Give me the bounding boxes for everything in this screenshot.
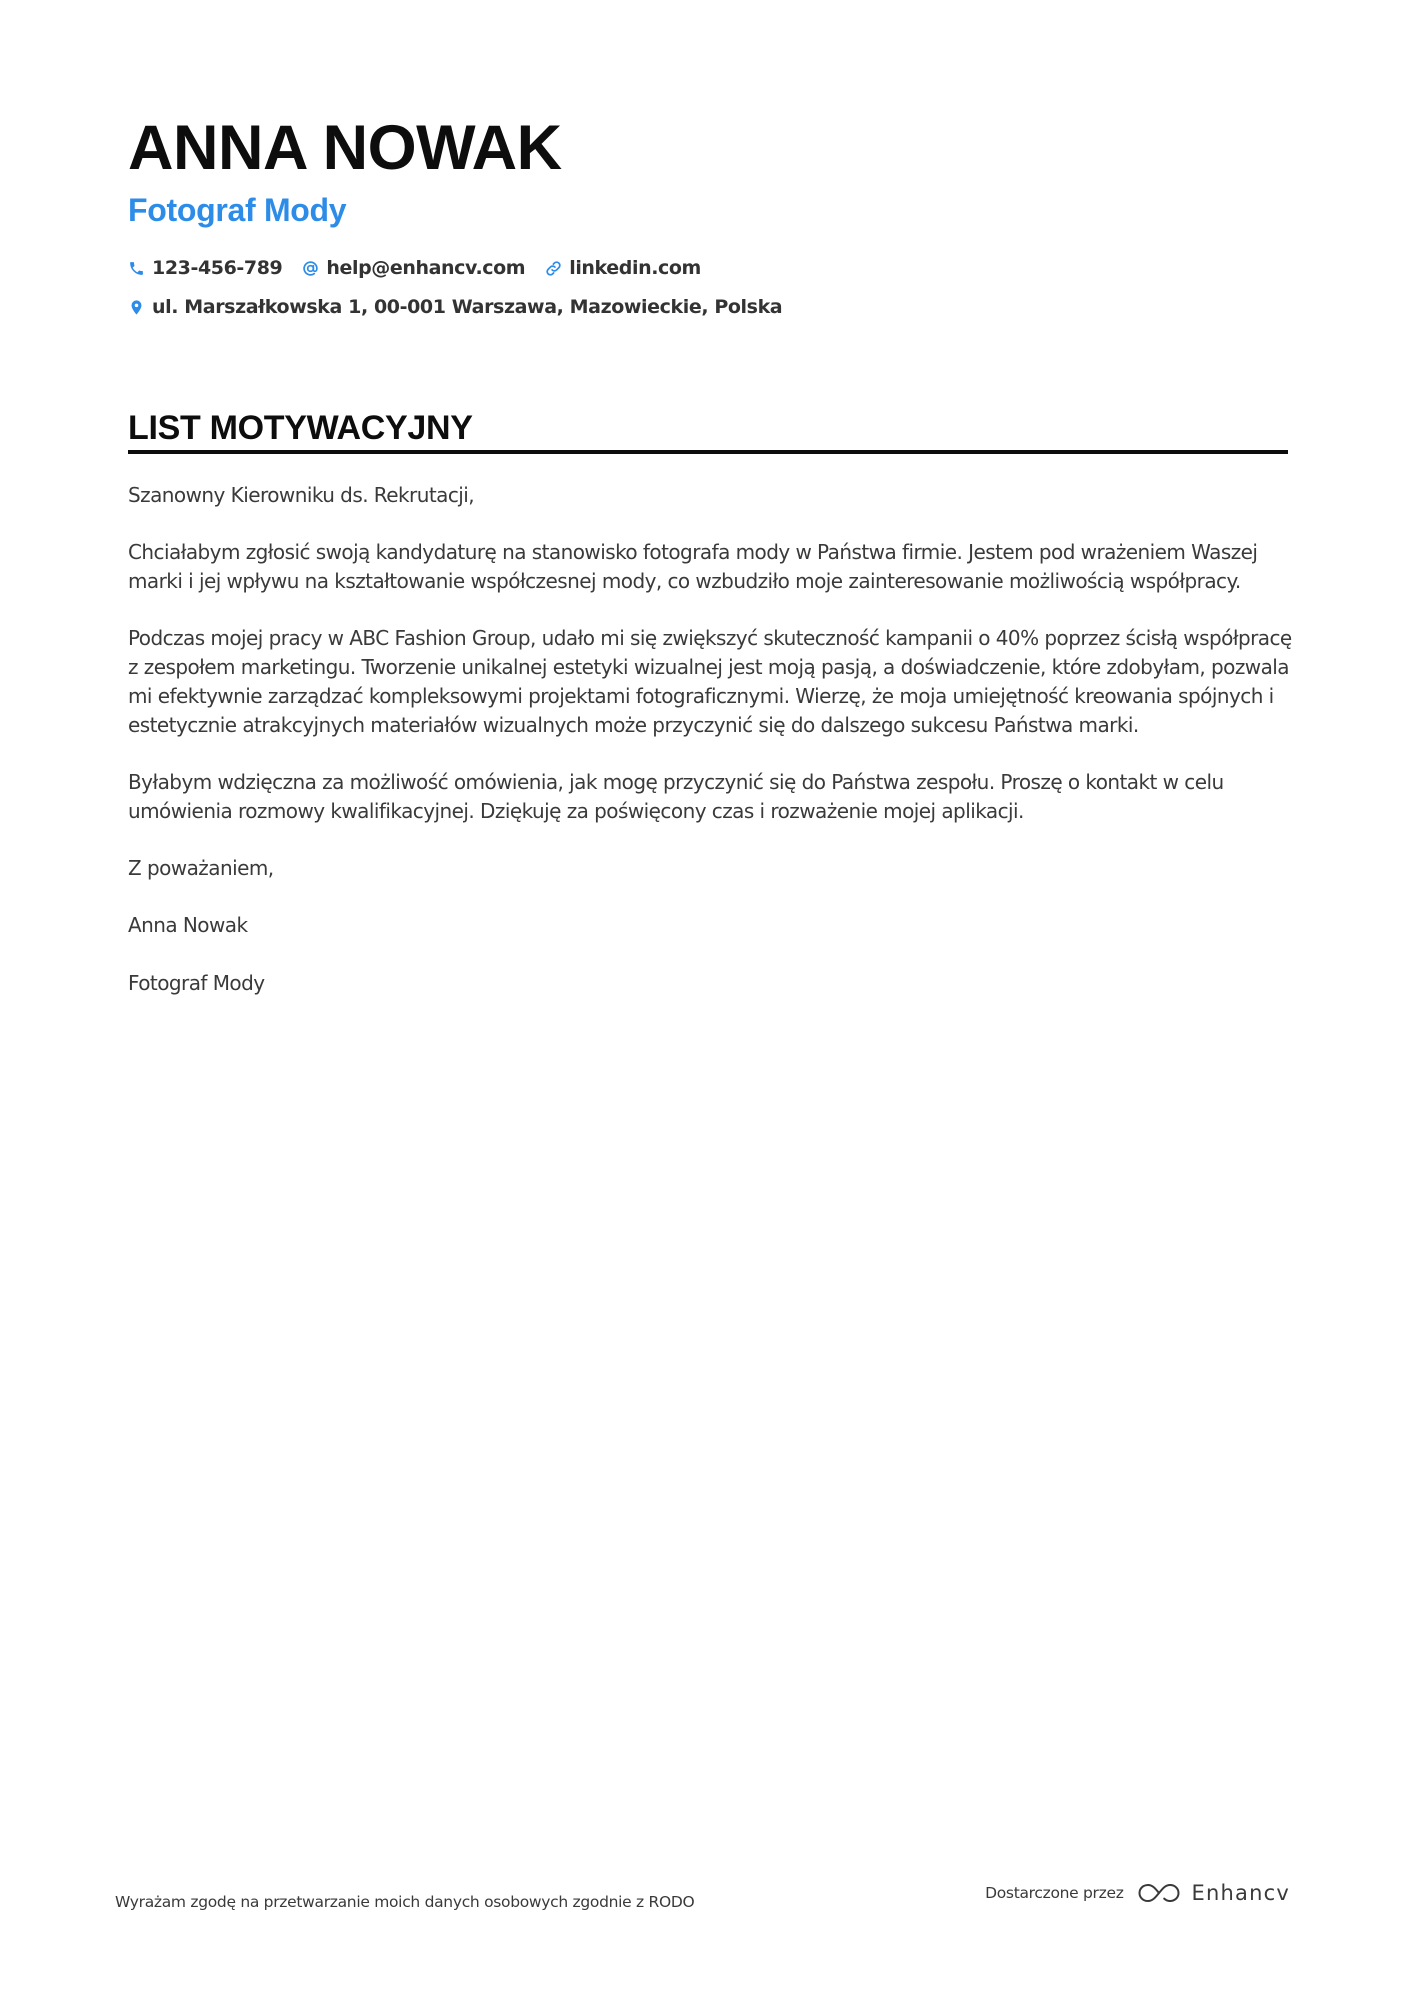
letter-closing: Z poważaniem, (128, 856, 274, 881)
at-icon (302, 260, 319, 277)
contact-row-primary (128, 254, 721, 282)
candidate-job-title: Fotograf Mody (128, 192, 347, 228)
enhancv-logo-icon (1136, 1880, 1182, 1906)
powered-by-label: Dostarczone przez (985, 1884, 1124, 1902)
phone-text: 123-456-789 (152, 257, 283, 279)
gdpr-consent: Wyrażam zgodę na przetwarzanie moich danych osobowych zgodnie z RODO (115, 1893, 695, 1911)
letter-paragraph: Chciałabym zgłosić swoją kandydaturę na stanowisko fotografa mody w Państwa firmie. Jestem pod wrażeniem Waszej marki i jej wpływu na kształtowanie współczesnej mody, co wzbudziło moje zainteresowanie możliwością współpracy. (128, 540, 1258, 594)
letter-paragraph: Podczas mojej pracy w ABC Fashion Group, udało mi się zwiększyć skuteczność kampanii o 40% poprzez ścisłą współpracę z zespołem marketingu. Tworzenie unikalnej estetyki wizualnej jest moją pasją, a doświadczenie, które zdobyłam, pozwala mi efektywnie zarządzać kompleksowymi projektami fotograficznymi. Wierzę, że moja umiejętność kreowania spójnych i estetycznie atrakcyjnych materiałów wizualnych może przyczynić się do dalszego sukcesu Państwa marki. (128, 626, 1292, 737)
powered-by (985, 1880, 1290, 1906)
link-text: linkedin.com (569, 257, 701, 279)
signature-title: Fotograf Mody (128, 970, 265, 995)
letter-paragraph: Byłabym wdzięczna za możliwość omówienia, jak mogę przyczynić się do Państwa zespołu. Proszę o kontakt w celu umówienia rozmowy kwalifikacyjnej. Dziękuję za poświęcony czas i rozważenie mojej aplikacji. (128, 769, 1224, 823)
letter-salutation: Szanowny Kierowniku ds. Rekrutacji, (128, 483, 475, 507)
link-icon (545, 260, 562, 277)
contact-row-address (128, 293, 802, 321)
address-text: ul. Marszałkowska 1, 00-001 Warszawa, Mazowieckie, Polska (152, 296, 783, 318)
email-text: help@enhancv.com (326, 257, 526, 279)
contact-link[interactable] (545, 257, 701, 279)
section-heading: LIST MOTYWACYJNY (128, 409, 473, 447)
contact-email[interactable] (302, 257, 525, 279)
signature-name: Anna Nowak (128, 913, 248, 938)
phone-icon (128, 260, 145, 277)
enhancv-logo[interactable] (1136, 1880, 1290, 1906)
section-divider (128, 450, 1288, 454)
enhancv-brand-text: Enhancv (1191, 1881, 1290, 1905)
candidate-name: ANNA NOWAK (128, 113, 562, 183)
contact-phone[interactable] (128, 257, 282, 279)
contact-address (128, 296, 782, 318)
letter-body (128, 481, 1293, 1026)
location-pin-icon (128, 299, 145, 316)
